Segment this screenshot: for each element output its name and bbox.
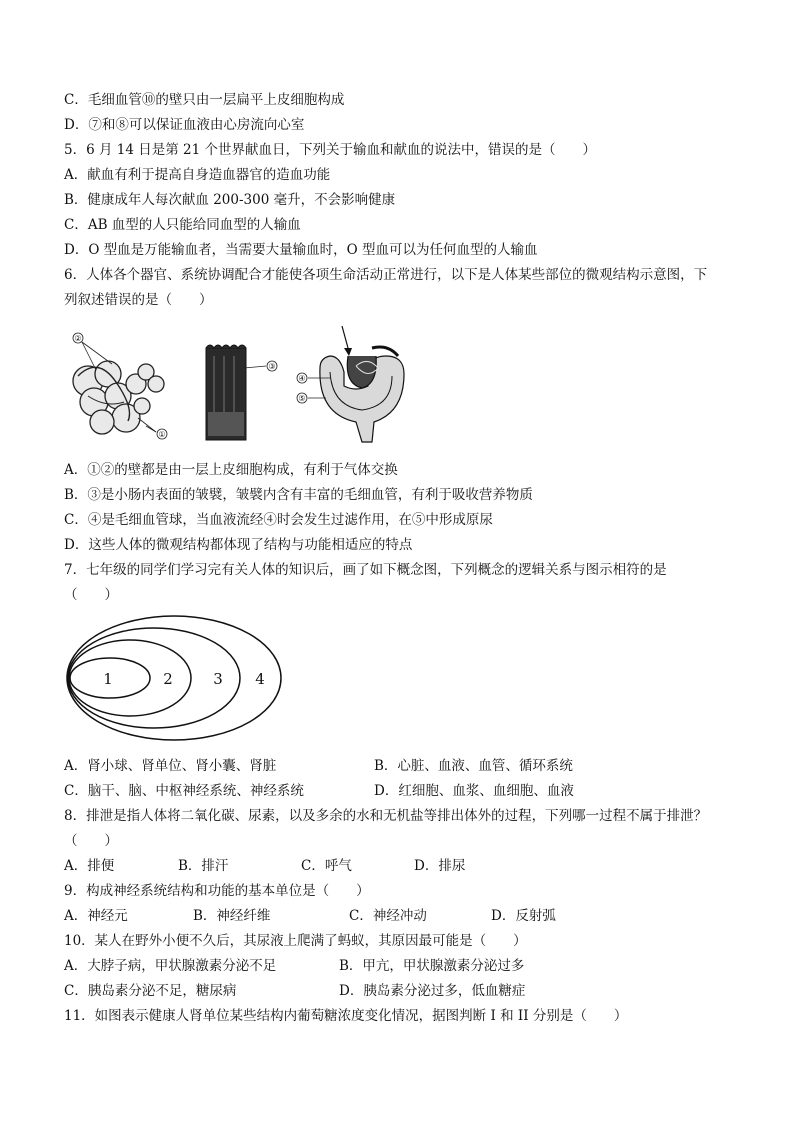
q8-option-d: D．排尿	[414, 858, 466, 874]
question-8-line2: （ ）	[64, 833, 118, 849]
q9-option-b: B．神经纤维	[193, 908, 271, 924]
q10-option-a: A．大脖子病，甲状腺激素分泌不足	[64, 958, 277, 974]
question-5: 5．6 月 14 日是第 21 个世界献血日，下列关于输血和献血的说法中，错误的是（ ）	[64, 142, 596, 158]
concept-label-2: 2	[163, 670, 173, 688]
question-10: 10．某人在野外小便不久后，其尿液上爬满了蚂蚁，其原因最可能是（ ）	[64, 933, 527, 949]
q6-option-d: D．这些人体的微观结构都体现了结构与功能相适应的特点	[64, 537, 413, 553]
fig6-label-5: ⑤	[298, 394, 306, 403]
q4-option-c: C．毛细血管⑩的壁只由一层扁平上皮细胞构成	[64, 92, 345, 108]
fig6-label-1: ①	[158, 430, 166, 439]
q9-option-c: C．神经冲动	[349, 908, 427, 924]
q6-option-c: C．④是毛细血管球，当血液流经④时会发生过滤作用，在⑤中形成原尿	[64, 512, 493, 528]
q8-option-a: A．排便	[64, 858, 115, 874]
ellipse-4	[67, 616, 281, 740]
q7-option-a: A．肾小球、肾单位、肾小囊、肾脏	[64, 758, 277, 774]
question-6-line1: 6．人体各个器官、系统协调配合才能使各项生命活动正常进行，以下是人体某些部位的微观结构示意图，下	[64, 267, 708, 283]
q5-option-d: D．O 型血是万能输血者，当需要大量输血时，O 型血可以为任何血型的人输血	[64, 242, 538, 258]
concept-label-1: 1	[103, 670, 113, 688]
q9-option-a: A．神经元	[64, 908, 128, 924]
fig6-label-4: ④	[298, 374, 306, 383]
q5-option-a: A．献血有利于提高自身造血器官的造血功能	[64, 167, 331, 183]
q6-figure	[68, 326, 420, 446]
q10-option-c: C．胰岛素分泌不足，糖尿病	[64, 983, 237, 999]
q7-concept-figure	[64, 612, 290, 748]
fig6-label-3: ③	[268, 362, 276, 371]
q6-option-a: A．①②的壁都是由一层上皮细胞构成，有利于气体交换	[64, 462, 398, 478]
q5-option-b: B．健康成年人每次献血 200-300 毫升，不会影响健康	[64, 192, 396, 208]
question-6-line2: 列叙述错误的是（ ）	[64, 292, 213, 308]
concept-label-3: 3	[213, 670, 223, 688]
q7-option-c: C．脑干、脑、中枢神经系统、神经系统	[64, 783, 304, 799]
q7-option-b: B．心脏、血液、血管、循环系统	[374, 758, 573, 774]
question-9: 9．构成神经系统结构和功能的基本单位是（ ）	[64, 883, 370, 899]
q8-option-b: B．排汗	[178, 858, 229, 874]
q9-option-d: D．反射弧	[491, 908, 556, 924]
question-7-line1: 7．七年级的同学们学习完有关人体的知识后，画了如下概念图，下列概念的逻辑关系与图示相符的是	[64, 562, 667, 578]
question-7-line2: （ ）	[64, 587, 118, 603]
concept-label-4: 4	[255, 670, 265, 688]
q10-option-b: B．甲亢，甲状腺激素分泌过多	[339, 958, 525, 974]
q10-option-d: D．胰岛素分泌过多，低血糖症	[339, 983, 526, 999]
alveoli-drawing	[73, 333, 167, 439]
q6-option-b: B．③是小肠内表面的皱襞，皱襞内含有丰富的毛细血管，有利于吸收营养物质	[64, 487, 533, 503]
q4-option-d: D．⑦和⑧可以保证血液由心房流向心室	[64, 117, 305, 133]
question-8-line1: 8．排泄是指人体将二氧化碳、尿素，以及多余的水和无机盐等排出体外的过程，下列哪一过程不属于排泄？	[64, 808, 708, 824]
q5-option-c: C．AB 血型的人只能给同血型的人输血	[64, 217, 301, 233]
fig6-label-2: ②	[74, 334, 82, 343]
intestine-fold-drawing	[206, 345, 277, 440]
q7-option-d: D．红细胞、血浆、血细胞、血液	[374, 783, 574, 799]
question-11: 11．如图表示健康人肾单位某些结构内葡萄糖浓度变化情况，据图判断 I 和 II 分别是（ ）	[64, 1008, 628, 1024]
q8-option-c: C．呼气	[301, 858, 352, 874]
kidney-capsule-drawing	[297, 326, 404, 442]
